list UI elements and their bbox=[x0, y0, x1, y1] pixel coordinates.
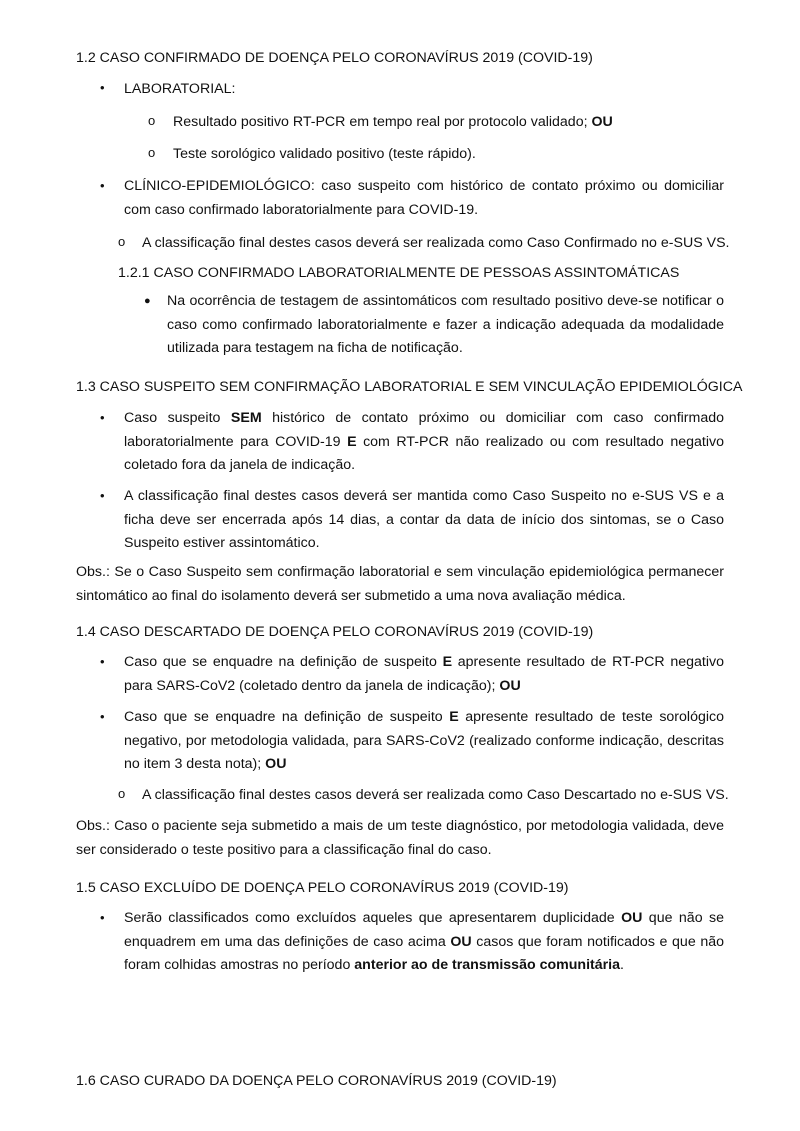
bullet-marker: • bbox=[100, 910, 105, 925]
section-1-3-heading: 1.3 CASO SUSPEITO SEM CONFIRMAÇÃO LABORATORIAL E SEM VINCULAÇÃO EPIDEMIOLÓGICA bbox=[76, 379, 743, 395]
filled-bullet-marker: ● bbox=[144, 295, 151, 307]
laboratorial-label: LABORATORIAL: bbox=[124, 81, 236, 97]
discarded-classification-note: A classificação final destes casos deverá ser realizada como Caso Descartado no e-SUS VS. bbox=[142, 787, 729, 803]
circle-marker: o bbox=[148, 113, 156, 128]
suspect-without-confirmation-item: Caso suspeito SEM histórico de contato próximo ou domiciliar com caso confirmado laboratorialmente para COVID-19 E com RT-PCR não realizado ou com resultado negativo coletado fora da janela de indicação. bbox=[124, 410, 725, 473]
circle-marker: o bbox=[118, 786, 126, 801]
section-1-2-1-heading: 1.2.1 CASO CONFIRMADO LABORATORIALMENTE DE PESSOAS ASSINTOMÁTICAS bbox=[118, 265, 680, 281]
bullet-marker: • bbox=[100, 410, 105, 425]
asymptomatic-testing-note: Na ocorrência de testagem de assintomáticos com resultado positivo deve-se notificar o caso como confirmado laboratorialmente e fazer a indicação adequada da modalidade utilizada para testagem na ficha de notificação. bbox=[167, 293, 724, 356]
section-1-5-heading: 1.5 CASO EXCLUÍDO DE DOENÇA PELO CORONAVÍRUS 2019 (COVID-19) bbox=[76, 880, 569, 896]
section-1-3-observation: Obs.: Se o Caso Suspeito sem confirmação laboratorial e sem vinculação epidemiológica permanecer sintomático ao final do isolamento deverá ser submetido a uma nova avaliação médica. bbox=[76, 564, 724, 604]
section-1-4-heading: 1.4 CASO DESCARTADO DE DOENÇA PELO CORONAVÍRUS 2019 (COVID-19) bbox=[76, 624, 594, 640]
bullet-marker: • bbox=[100, 654, 105, 669]
bullet-marker: • bbox=[100, 488, 105, 503]
excluded-cases-item: Serão classificados como excluídos aqueles que apresentarem duplicidade OU que não se enquadrem em uma das definições de caso acima OU casos que foram notificados e que não foram colhidas amostras no período anterior ao de transmissão comunitária. bbox=[124, 910, 725, 973]
section-1-4-observation: Obs.: Caso o paciente seja submetido a mais de um teste diagnóstico, por metodologia validada, deve ser considerado o teste positivo para a classificação final do caso. bbox=[76, 818, 724, 858]
clinical-epidemiological-criterion: CLÍNICO-EPIDEMIOLÓGICO: caso suspeito com histórico de contato próximo ou domiciliar com caso confirmado laboratorialmente para COVID-19. bbox=[124, 178, 724, 218]
lab-criterion-serology: Teste sorológico validado positivo (teste rápido). bbox=[173, 146, 476, 162]
discarded-rtpcr-item: Caso que se enquadre na definição de suspeito E apresente resultado de RT-PCR negativo para SARS-CoV2 (coletado dentro da janela de indicação); OU bbox=[124, 654, 724, 694]
bullet-marker: • bbox=[100, 80, 105, 95]
bullet-marker: • bbox=[100, 709, 105, 724]
section-1-2-heading: 1.2 CASO CONFIRMADO DE DOENÇA PELO CORONAVÍRUS 2019 (COVID-19) bbox=[76, 50, 593, 66]
circle-marker: o bbox=[118, 234, 126, 249]
circle-marker: o bbox=[148, 145, 156, 160]
clinical-classification-note: A classificação final destes casos deverá ser realizada como Caso Confirmado no e-SUS VS. bbox=[142, 235, 730, 251]
bullet-marker: • bbox=[100, 178, 105, 193]
suspect-final-classification-item: A classificação final destes casos deverá ser mantida como Caso Suspeito no e-SUS VS e a ficha deve ser encerrada após 14 dias, a contar da data de início dos sintomas, se o Caso Suspeito estiver assintomático. bbox=[124, 488, 724, 551]
section-1-6-heading: 1.6 CASO CURADO DA DOENÇA PELO CORONAVÍRUS 2019 (COVID-19) bbox=[76, 1073, 557, 1089]
discarded-serology-item: Caso que se enquadre na definição de suspeito E apresente resultado de teste sorológico negativo, por metodologia validada, para SARS-CoV2 (realizado conforme indicação, descritas no item 3 desta nota); OU bbox=[124, 709, 724, 772]
lab-criterion-rtpcr: Resultado positivo RT-PCR em tempo real por protocolo validado; OU bbox=[173, 114, 613, 130]
